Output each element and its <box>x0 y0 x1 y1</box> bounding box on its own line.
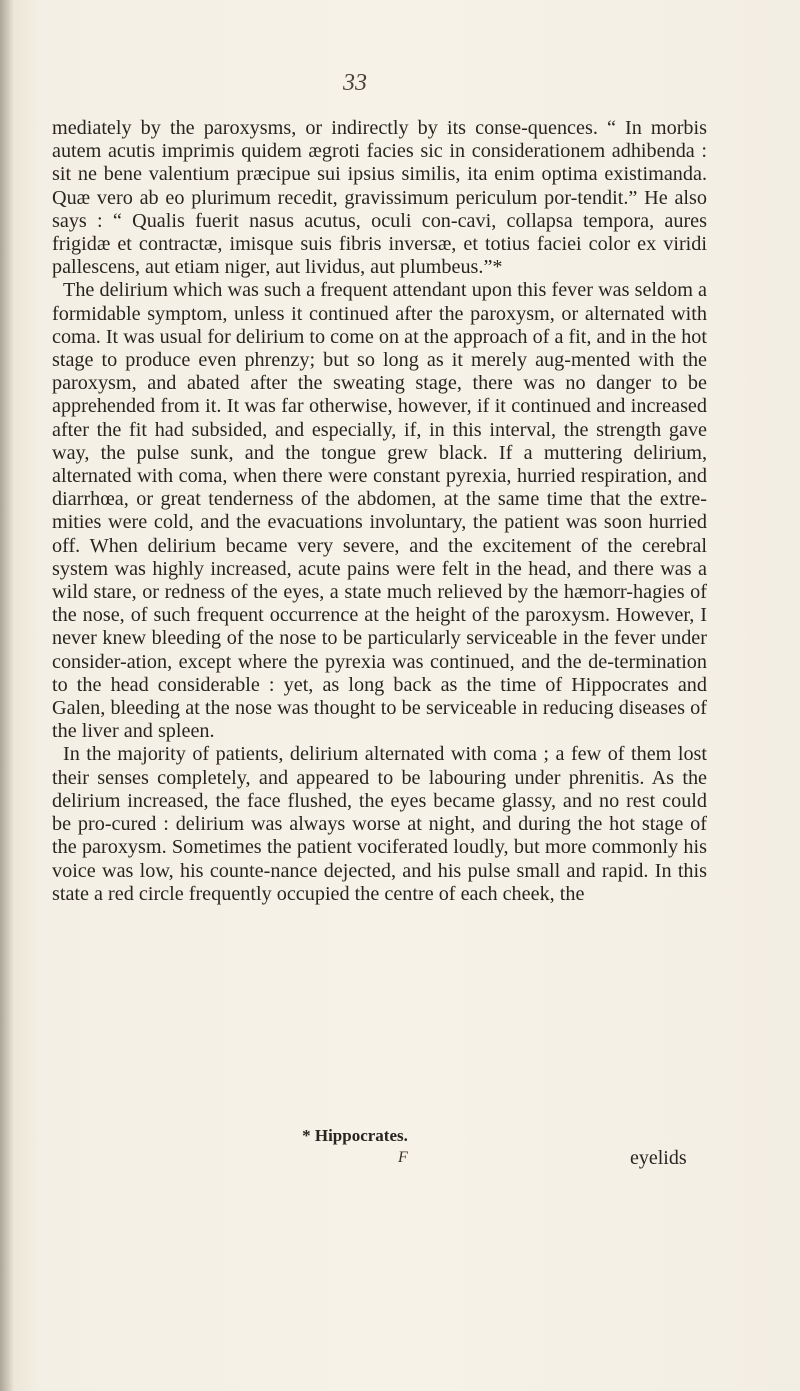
paragraph: mediately by the paroxysms, or indirectly by its conse-quences. “ In morbis autem acutis imprimis quidem ægroti facies sic in considerationem adhibenda : sit ne bene valentium præcipue sui ipsius similis, ita enim optima existimanda. Quæ vero ab eo plurimum recedit, gravissimum periculum por-tendit.” He also says : “ Qualis fuerit nasus acutus, oculi con-cavi, collapsa tempora, aures frigidæ et contractæ, imisque suis fibris inversæ, et totius faciei color ex viridi pallescens, aut etiam niger, aut lividus, aut plumbeus.”* <box>52 117 707 279</box>
page-number: 33 <box>343 70 367 96</box>
paragraph: In the majority of patients, delirium alternated with coma ; a few of them lost their senses completely, and appeared to be labouring under phrenitis. As the delirium increased, the face flushed, the eyes became glassy, and no rest could be pro-cured : delirium was always worse at night, and during the hot stage of the paroxysm. Sometimes the patient vociferated loudly, but more commonly his voice was low, his counte-nance dejected, and his pulse small and rapid. In this state a red circle frequently occupied the centre of each cheek, the <box>52 743 707 905</box>
paragraph: The delirium which was such a frequent attendant upon this fever was seldom a formidable symptom, unless it continued after the paroxysm, or alternated with coma. It was usual for delirium to come on at the approach of a fit, and in the hot stage to produce even phrenzy; but so long as it merely aug-mented with the paroxysm, and abated after the sweating stage, there was no danger to be apprehended from it. It was far otherwise, however, if it continued and increased after the fit had subsided, and especially, if, in this interval, the strength gave way, the pulse sunk, and the tongue grew black. If a muttering delirium, alternated with coma, when there were constant pyrexia, hurried respiration, and diarrhœa, or great tenderness of the abdomen, at the same time that the extre-mities were cold, and the evacuations involuntary, the patient was soon hurried off. When delirium became very severe, and the excitement of the cerebral system was highly increased, acute pains were felt in the head, and there was a wild stare, or redness of the eyes, a state much relieved by the hæmorr-hagies of the nose, of such frequent occurrence at the height of the paroxysm. However, I never knew bleeding of the nose to be particularly serviceable in the fever under consider-ation, except where the pyrexia was continued, and the de-termination to the head considerable : yet, as long back as the time of Hippocrates and Galen, bleeding at the nose was thought to be serviceable in reducing diseases of the liver and spleen. <box>52 279 707 743</box>
footnote: * Hippocrates. <box>302 1126 408 1145</box>
catchword: eyelids <box>630 1147 687 1169</box>
spine-shadow <box>0 0 14 1391</box>
body-text <box>52 117 707 906</box>
signature-mark: F <box>398 1149 408 1166</box>
